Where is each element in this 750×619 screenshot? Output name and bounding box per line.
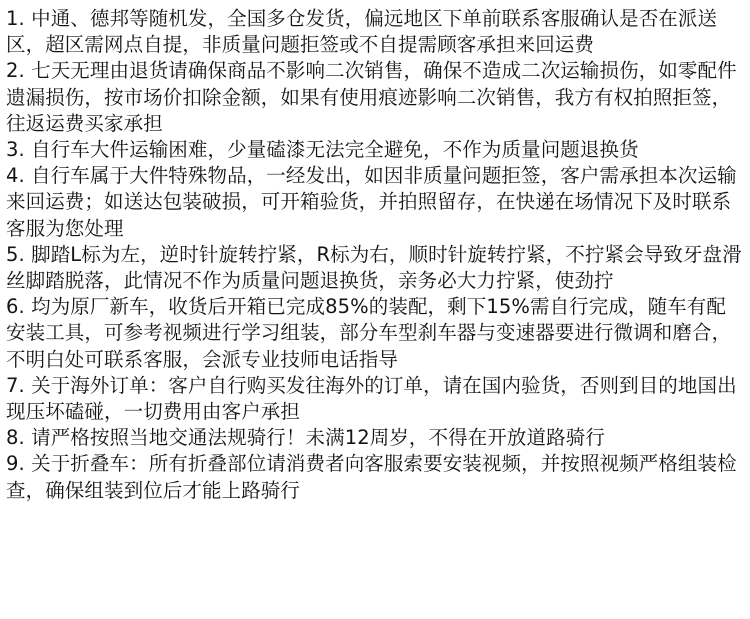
notice-item-4: 4. 自行车属于大件特殊物品，一经发出，如因非质量问题拒签，客户需承担本次运输来回运费；如送达包装破损，可开箱验货，并拍照留存，在快递在场情况下及时联系客服为您处理 (6, 164, 737, 240)
notice-item-5: 5. 脚踏L标为左，逆时针旋转拧紧，R标为右，顺时针旋转拧紧，不拧紧会导致牙盘滑丝脚踏脱落，此情况不作为质量问题退换货，亲务必大力拧紧，使劲拧 (6, 242, 742, 293)
notice-item-7: 7. 关于海外订单：客户自行购买发往海外的订单，请在国内验货，否则到目的地国出现压坏磕碰，一切费用由客户承担 (6, 373, 737, 424)
notice-item-3: 3. 自行车大件运输困难，少量磕漆无法完全避免，不作为质量问题退换货 (6, 138, 639, 162)
notice-item-6: 6. 均为原厂新车，收货后开箱已完成85%的装配，剩下15%需自行完成，随车有配安装工具，可参考视频进行学习组装，部分车型刹车器与变速器要进行微调和磨合，不明白处可联系客服，会派专业技师电话指导 (6, 295, 732, 371)
notice-text (6, 6, 744, 504)
notice-item-2: 2. 七天无理由退货请确保商品不影响二次销售，确保不造成二次运输损伤，如零配件遗漏损伤，按市场价扣除金额，如果有使用痕迹影响二次销售，我方有权拍照拒签，往返运费买家承担 (6, 59, 737, 135)
notice-item-1: 1. 中通、德邦等随机发，全国多仓发货，偏远地区下单前联系客服确认是否在派送区，超区需网点自提，非质量问题拒签或不自提需顾客承担来回运费 (6, 7, 718, 57)
notice-item-9: 9. 关于折叠车：所有折叠部位请消费者向客服索要安装视频，并按照视频严格组装检查，确保组装到位后才能上路骑行 (6, 452, 737, 502)
notice-item-8: 8. 请严格按照当地交通法规骑行！未满12周岁，不得在开放道路骑行 (6, 426, 605, 450)
